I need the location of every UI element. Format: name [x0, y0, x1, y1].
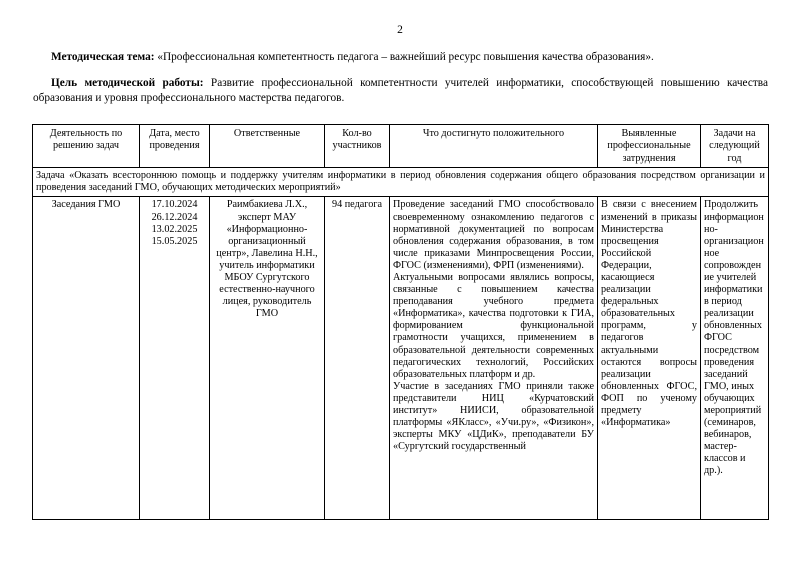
methodical-goal-text: Развитие профессиональной компетентности учителей информатики, способствующей повышению качества образования и уровня профессионального мастерства педагогов. — [33, 76, 768, 104]
column-header-next-tasks: Задачи на следующий год — [701, 125, 769, 168]
date-line: 26.12.2024 — [151, 211, 198, 223]
cell-responsible: Раимбакиева Л.Х., эксперт МАУ «Информационно-организационный центр», Лавелина Н.Н., учитель информатики МБОУ Сургутского естественно-научного лицея, руководитель ГМО — [210, 197, 325, 520]
date-line: 15.05.2025 — [151, 235, 198, 247]
methodical-topic-label: Методическая тема: — [51, 51, 155, 63]
column-header-responsible: Ответственные — [210, 125, 325, 168]
table-row — [33, 197, 769, 520]
date-line: 13.02.2025 — [151, 223, 198, 235]
achievement-paragraph: Участие в заседаниях ГМО приняли также представители НИЦ «Курчатовский институт» НИИСИ, образовательной платформы «ЯКласс», «Учи.ру», «Физикон», эксперты МКУ «ЦДиК», преподаватели БУ «Сургутский государственный — [393, 380, 594, 453]
cell-dates — [140, 197, 210, 520]
page-number: 2 — [397, 24, 403, 36]
column-header-activity: Деятельность по решению задач — [33, 125, 140, 168]
cell-activity: Заседания ГМО — [33, 197, 140, 520]
methodical-topic-paragraph — [33, 50, 768, 66]
intro-section — [33, 50, 768, 117]
methodical-goal-paragraph — [33, 76, 768, 107]
table-header-row — [33, 125, 769, 168]
column-header-date-place: Дата, место проведения — [140, 125, 210, 168]
column-header-difficulties: Выявленные профессиональные затруднения — [598, 125, 701, 168]
cell-participants: 94 педагога — [325, 197, 390, 520]
column-header-participants: Кол-во участников — [325, 125, 390, 168]
cell-achievements — [390, 197, 598, 520]
methodical-topic-text: «Профессиональная компетентность педагога – важнейший ресурс повышения качества образования». — [154, 51, 654, 63]
report-table-wrapper — [32, 124, 768, 520]
achievement-paragraph: Актуальными вопросами являлись вопросы, связанные с повышением качества преподавания учебного предмета «Информатика», качества подготовки к ГИА, формированием функциональной грамотности учащихся, применением в образовательной деятельности современных педагогических технологий, Российских образовательных платформ и др. — [393, 271, 594, 380]
table-task-row — [33, 168, 769, 197]
task-statement-cell: Задача «Оказать всестороннюю помощь и поддержку учителям информатики в период обновления содержания общего образования посредством организации и проведения заседаний ГМО, обучающих методических мероприятий» — [33, 168, 769, 197]
report-table — [32, 124, 769, 520]
column-header-achievements: Что достигнуто положительного — [390, 125, 598, 168]
cell-next-year-tasks: Продолжить информационно-организационное сопровождение учителей информатики в период реализации обновленных ФГОС посредством проведения заседаний ГМО, иных обучающих мероприятий (семинаров, вебинаров, мастер-классов и др.). — [701, 197, 769, 520]
cell-difficulties: В связи с внесением изменений в приказы Министерства просвещения Российской Федерации, касающиеся реализации федеральных образовательных программ, у педагогов актуальными остаются вопросы реализации обновленных ФГОС, ФОП по ученому предмету «Информатика» — [598, 197, 701, 520]
achievement-paragraph: Проведение заседаний ГМО способствовало своевременному ознакомлению педагогов с нормативной документацией по вопросам обновления содержания образования, в том числе приказами Минпросвещения России, ФГОС (изменениями), ФРП (изменениями). — [393, 199, 594, 271]
date-line: 17.10.2024 — [151, 199, 198, 211]
methodical-goal-label: Цель методической работы: — [51, 76, 204, 89]
